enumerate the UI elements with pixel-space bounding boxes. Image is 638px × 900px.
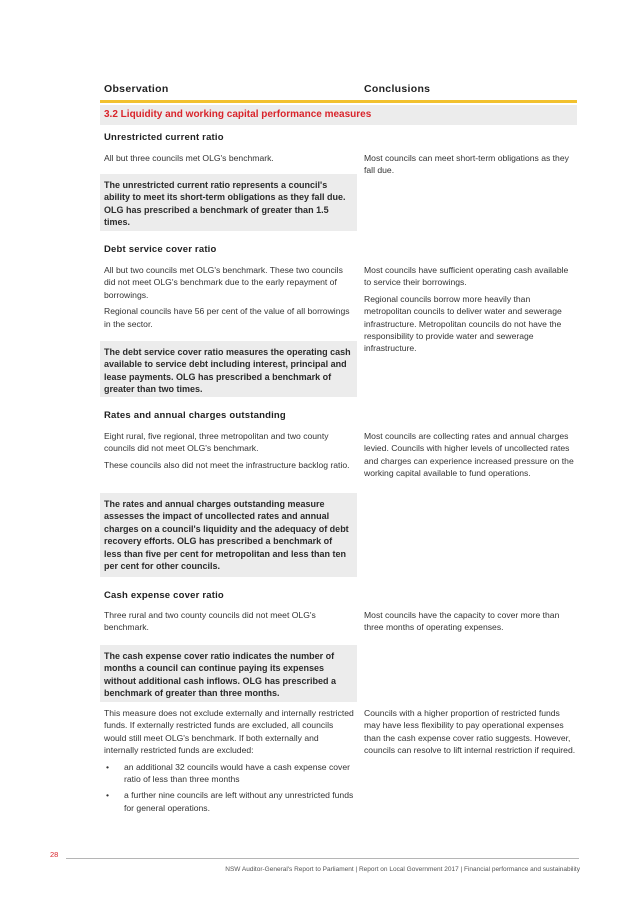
observation-text <box>104 264 354 334</box>
list-item <box>104 761 354 786</box>
observation-paragraph: All but three councils met OLG's benchmark. <box>104 153 274 163</box>
observation-paragraph: Three rural and two county councils did not meet OLG's benchmark. <box>104 610 316 633</box>
header-rule <box>100 100 577 103</box>
list-item-text: an additional 32 councils would have a cash expense cover ratio of less than three months <box>124 761 350 785</box>
conclusion-text <box>364 707 576 761</box>
observation-paragraph: These councils also did not meet the infrastructure backlog ratio. <box>104 459 350 470</box>
subsection-title: Cash expense cover ratio <box>104 590 224 601</box>
definition-text: The cash expense cover ratio indicates the number of months a council can continue paying its expenses without additional cash inflows. OLG has prescribed a benchmark of greater than three months. <box>104 651 337 699</box>
observation-text <box>104 430 354 475</box>
observation-text <box>104 707 354 818</box>
conclusion-paragraph: Regional councils borrow more heavily than metropolitan councils to deliver water and sewerage infrastructure. Metropolitan councils do not have the responsibility to provide water and sewerage infrastructure. <box>364 293 562 354</box>
footer-rule <box>66 858 579 859</box>
subsection-title: Unrestricted current ratio <box>104 132 224 143</box>
subsection-title: Rates and annual charges outstanding <box>104 410 286 421</box>
bullet-list <box>104 761 354 815</box>
observation-header: Observation <box>104 83 169 95</box>
conclusion-paragraph: Most councils have the capacity to cover more than three months of operating expenses. <box>364 610 560 633</box>
definition-box <box>100 341 357 397</box>
footer-text: NSW Auditor-General's Report to Parliament | Report on Local Government 2017 | Financial performance and sustainability <box>225 866 580 873</box>
conclusion-paragraph: Most councils have sufficient operating cash available to service their borrowings. <box>364 265 569 288</box>
section-title: 3.2 Liquidity and working capital performance measures <box>104 109 372 120</box>
conclusion-text <box>364 430 576 484</box>
conclusions-header: Conclusions <box>364 83 431 95</box>
page-number: 28 <box>50 850 59 859</box>
observation-text <box>104 152 354 168</box>
bullet-icon: • <box>106 761 110 772</box>
observation-text <box>104 609 354 638</box>
observation-paragraph: All but two councils met OLG's benchmark. These two councils did not meet OLG's benchmark due to the early repayment of borrowings. <box>104 265 343 300</box>
conclusion-paragraph: Most councils can meet short-term obligations as they fall due. <box>364 153 569 176</box>
conclusion-paragraph: Most councils are collecting rates and annual charges levied. Councils with higher levels of uncollected rates and charges can experience increased pressure on the working capital available to fund operations. <box>364 431 574 479</box>
observation-paragraph: Regional councils have 56 per cent of the value of all borrowings in the sector. <box>104 306 350 329</box>
definition-box <box>100 493 357 577</box>
conclusion-text <box>364 264 576 359</box>
bullet-icon: • <box>106 790 110 801</box>
conclusion-paragraph: Councils with a higher proportion of restricted funds may have less flexibility to pay operational expenses than the cash expense cover ratio suggests. However, councils can resolve to lift internal restriction if required. <box>364 708 576 756</box>
definition-text: The unrestricted current ratio represents a council's ability to meet its short-term obligations as they fall due. OLG has prescribed a benchmark of greater than 1.5 times. <box>104 180 346 228</box>
list-item-text: a further nine councils are left without any unrestricted funds for general operations. <box>124 790 354 813</box>
definition-text: The rates and annual charges outstanding measure assesses the impact of uncollected rates and annual charges on a council's liquidity and the adequacy of debt recovery efforts. OLG has prescribed a benchmark of less than five per cent for metropolitan and less than ten per cent for other councils. <box>104 499 349 572</box>
conclusion-text <box>364 609 576 638</box>
subsection-title: Debt service cover ratio <box>104 244 217 255</box>
definition-box <box>100 174 357 231</box>
observation-paragraph: This measure does not exclude externally and internally restricted funds. If externally restricted funds are excluded, all councils would still meet OLG's benchmark. If both externally and internally restricted funds are excluded: <box>104 708 354 756</box>
observation-paragraph: Eight rural, five regional, three metropolitan and two county councils did not meet OLG's benchmark. <box>104 431 329 454</box>
conclusion-text <box>364 152 576 181</box>
list-item <box>104 789 354 814</box>
definition-text: The debt service cover ratio measures the operating cash available to service debt including interest, principal and lease payments. OLG has prescribed a benchmark of greater than two times. <box>104 347 351 395</box>
definition-box <box>100 645 357 702</box>
